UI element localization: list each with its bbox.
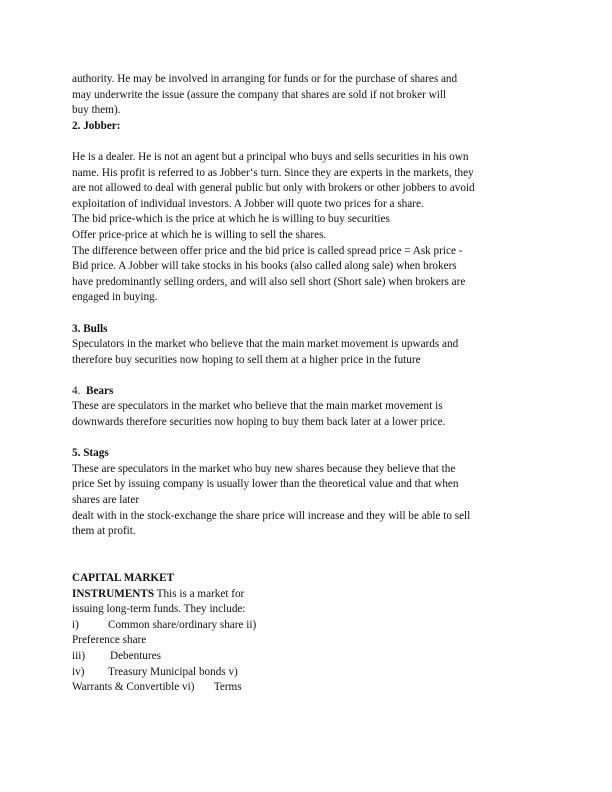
text-line: He is a dealer. He is not an agent but a principal who buys and sells securities in his own [72, 150, 469, 163]
text-line: shares are later [72, 494, 140, 507]
list-item [72, 649, 512, 665]
text-line: name. His profit is referred to as Jobber‘s turn. Since they are experts in the markets, they [72, 166, 474, 179]
list-marker: i) [72, 618, 79, 631]
stags-paragraph [72, 462, 512, 540]
text-line: The difference between offer price and the bid price is called spread price = Ask price - [72, 244, 463, 257]
spacer [72, 555, 512, 571]
text-line: engaged in buying. [72, 291, 158, 304]
text-line: are not allowed to deal with general public but only with brokers or other jobbers to avoid [72, 182, 475, 195]
text-line: These are speculators in the market who buy new shares because they believe that the [72, 462, 456, 475]
document-page [72, 72, 512, 696]
text-line: them at profit. [72, 525, 136, 538]
section-heading-jobber: 2. Jobber: [72, 119, 121, 132]
list-text: Preference share [72, 634, 147, 647]
section-heading-bears [72, 384, 512, 400]
text-fragment: This is a market for [154, 587, 245, 600]
list-item [72, 633, 512, 649]
bulls-paragraph [72, 337, 512, 368]
capital-market-section [72, 571, 512, 696]
list-marker: iii) [72, 649, 86, 662]
list-item [72, 618, 512, 634]
list-text: Treasury Municipal bonds v) [108, 665, 238, 678]
text-line: Offer price-price at which he is willing to sell the shares. [72, 228, 327, 241]
list-marker: iv) [72, 665, 85, 678]
text-line: therefore buy securities now hoping to sell them at a higher price in the future [72, 353, 421, 366]
text-line: may underwrite the issue (assure the company that shares are sold if not broker will [72, 88, 447, 101]
list-item [72, 665, 512, 681]
text-line: have predominantly selling orders, and will also sell short (Short sale) when brokers are [72, 275, 466, 288]
text-line [72, 587, 512, 603]
list-text: Debentures [110, 649, 161, 662]
intro-paragraph [72, 72, 512, 119]
spacer [72, 306, 512, 322]
spacer [72, 540, 512, 556]
section-title: Bears [85, 384, 114, 397]
text-line: buy them). [72, 104, 121, 117]
spacer [72, 134, 512, 150]
section-heading-capital-market: CAPITAL MARKET [72, 572, 175, 584]
spacer [72, 431, 512, 447]
spacer [72, 368, 512, 384]
text-line: exploitation of individual investors. A Jobber will quote two prices for a share. [72, 197, 424, 210]
text-line: The bid price-which is the price at which he is willing to buy securities [72, 213, 390, 226]
text-line: authority. He may be involved in arranging for funds or for the purchase of shares and [72, 73, 458, 85]
text-line: Speculators in the market who believe that the main market movement is upwards and [72, 338, 459, 351]
bears-paragraph [72, 399, 512, 430]
section-number: 4. [72, 384, 81, 397]
text-line: downwards therefore securities now hoping to buy them back later at a lower price. [72, 416, 446, 429]
list-text: Common share/ordinary share ii) [108, 618, 257, 631]
section-heading-stags: 5. Stags [72, 447, 109, 460]
list-item [72, 680, 512, 696]
text-line: issuing long-term funds. They include: [72, 603, 246, 616]
jobber-paragraph [72, 150, 512, 306]
text-line: These are speculators in the market who believe that the main market movement is [72, 400, 443, 413]
text-line: price Set by issuing company is usually lower than the theoretical value and that when [72, 478, 459, 491]
section-heading-bulls: 3. Bulls [72, 322, 108, 335]
list-text: Warrants & Convertible vi) Terms [72, 681, 242, 694]
text-line: Bid price. A Jobber will take stocks in his books (also called along sale) when brokers [72, 260, 457, 273]
section-heading-instruments: INSTRUMENTS [72, 587, 155, 600]
text-line: dealt with in the stock-exchange the share price will increase and they will be able to sell [72, 509, 471, 522]
